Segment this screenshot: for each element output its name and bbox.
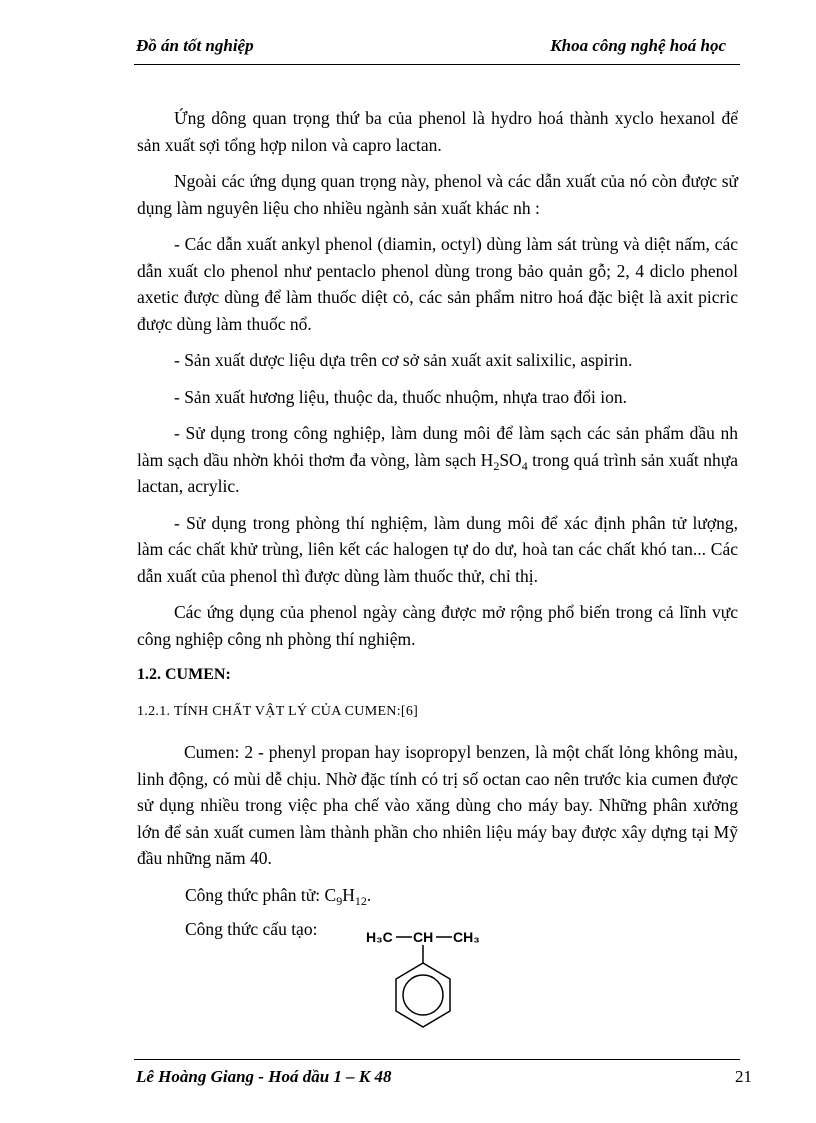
text-span: . [366,884,372,905]
subscript: 4 [521,458,528,473]
text-span: SO [499,449,522,470]
structural-formula-label: Công thức cấu tạo: [185,919,318,939]
molecular-formula [137,882,738,909]
paragraph: - Sản xuất hương liệu, thuộc da, thuốc nhuộm, nhựa trao đổi ion. [174,386,628,407]
cumen-paragraph: Cumen: 2 - phenyl propan hay isopropyl benzen, là một chất lỏng không màu, linh động, có mùi dễ chịu. Nhờ đặc tính có trị số octan cao nên trước kia cumen được sử dụng nhiều trong việc pha chế vào xăng dùng cho máy bay. Những phân xưởng lớn để sản xuất cumen làm thành phần cho nhiên liệu máy bay được xây dựng tại Mỹ đầu những năm 40. [137,742,738,868]
page-number: 21 [735,1067,752,1086]
cumene-structure-diagram [360,925,500,1040]
subscript: 2 [493,458,500,473]
ch3-label: CH₃ [453,929,480,945]
paragraph: - Sử dụng trong phòng thí nghiệm, làm dung môi để xác định phân tử lượng, làm các chất khử trùng, liên kết các halogen tự do dư, hoà tan các chất khó tan... Các dẫn xuất của phenol thì được dùng làm thuốc thử, chỉ thị. [137,512,738,586]
subscript: 12 [354,893,367,908]
text-span: Công thức phân tử: C [185,884,337,905]
text-span: H [342,884,355,905]
page-footer [134,1059,752,1100]
section-heading: 1.2. CUMEN: [137,666,231,683]
paragraph: - Các dẫn xuất ankyl phenol (diamin, octyl) dùng làm sát trùng và diệt nấm, các dẫn xuất clo phenol như pentaclo phenol dùng trong bảo quản gỗ; 2, 4 diclo phenol axetic được dùng để làm thuốc diệt cỏ, các sản phẩm nitro hoá đặc biệt là axit picric được dùng làm thuốc nổ. [137,234,738,334]
page-header [134,34,740,65]
text-span: - Sử dụng trong công nghiệp, làm dung môi để làm sạch các sản phẩm dầu nh làm sạch dầu nhờn khỏi thơm đa vòng, làm sạch H [137,423,738,470]
header-right-title: Khoa công nghệ hoá học [550,36,726,55]
aromatic-circle [403,975,443,1015]
paragraph: - Sản xuất dược liệu dựa trên cơ sở sản xuất axit salixilic, aspirin. [174,350,633,370]
paragraph-h2so4 [137,420,738,500]
header-left-title: Đồ án tốt nghiệp [136,36,254,55]
subscript: 9 [336,893,343,908]
paragraph: Các ứng dụng của phenol ngày càng được mở rộng phổ biến trong cả lĩnh vực công nghiệp công nh phòng thí nghiệm. [137,602,738,649]
text-span: trong quá trình sản xuất nhựa lactan, acrylic. [137,449,738,496]
h3c-label: H₃C [366,929,393,945]
paragraph: Ứng dông quan trọng thứ ba của phenol là hydro hoá thành xyclo hexanol để sản xuất sợi tổng hợp nilon và capro lactan. [137,108,738,155]
ch-label: CH [413,929,434,945]
footer-author: Lê Hoàng Giang - Hoá dầu 1 – K 48 [136,1067,392,1086]
paragraph: Ngoài các ứng dụng quan trọng này, phenol và các dẫn xuất của nó còn được sử dụng làm nguyên liệu cho nhiều ngành sản xuất khác nh : [137,171,738,218]
subsection-heading: 1.2.1. TÍNH CHẤT VẬT LÝ CỦA CUMEN:[6] [137,703,419,719]
main-content [137,105,738,951]
benzene-ring [396,963,450,1027]
